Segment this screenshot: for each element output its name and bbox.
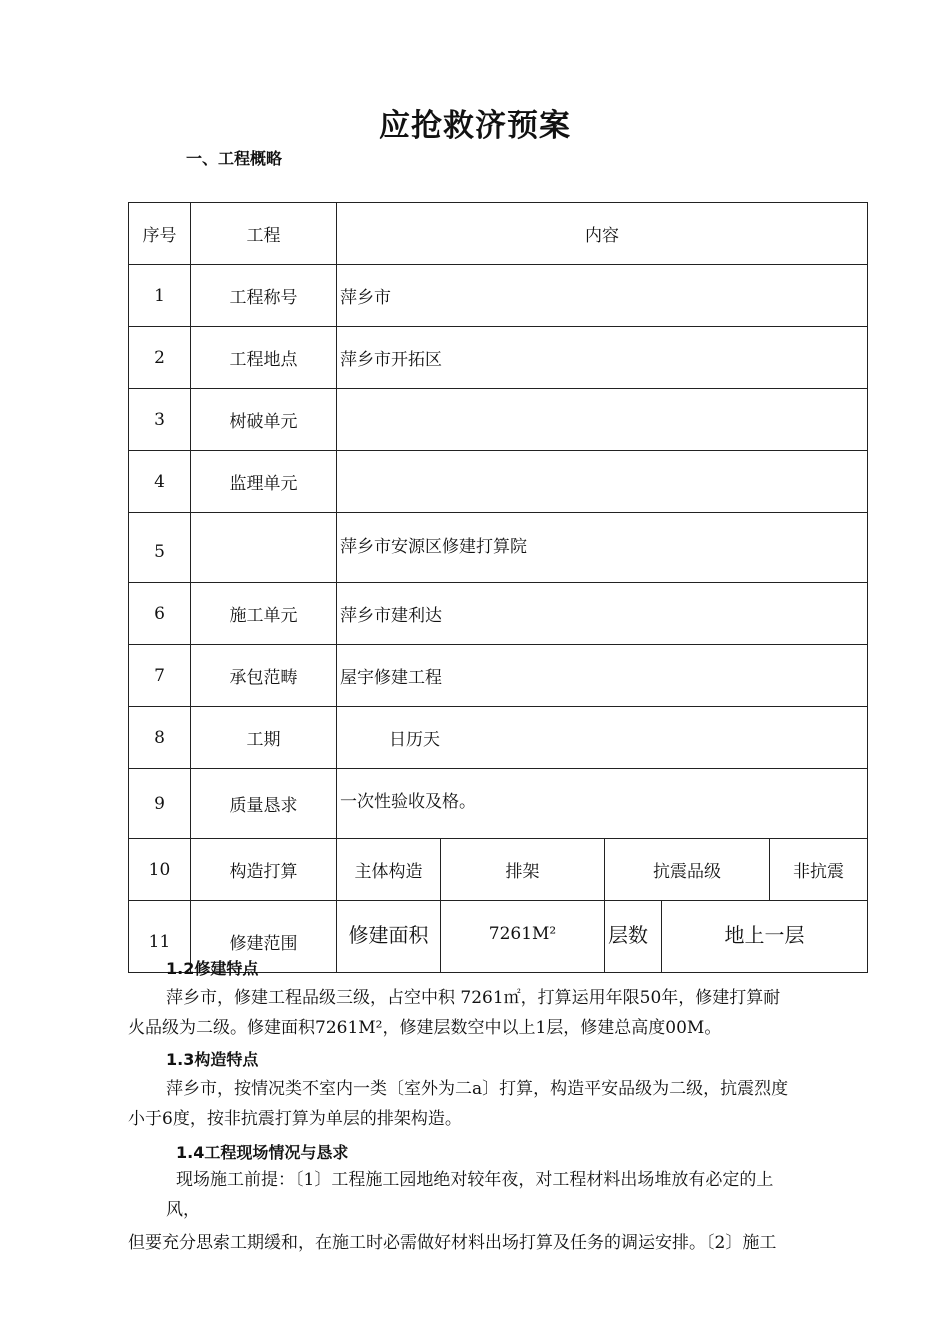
table-row [129,451,868,513]
header-cell-content: 内容 [337,203,868,265]
paragraph-line: 萍乡市，按情况类不室内一类〔室外为二a〕打算，构造平安品级为二级，抗震烈度 [166,1079,789,1099]
row-item: 施工单元 [191,583,337,645]
table-row [129,769,868,839]
row-num: 1 [129,265,191,327]
row-num: 11 [129,901,191,973]
row-item: 质量恳求 [191,769,337,839]
floors-value: 地上一层 [662,901,868,973]
floors-label: 层数 [605,901,662,973]
row-content: 一次性验收及格。 [337,769,868,839]
row-num: 4 [129,451,191,513]
paragraph-line: 现场施工前提：〔1〕工程施工园地绝对较年夜，对工程材料出场堆放有必定的上 [176,1170,774,1190]
paragraph-line: 小于6度，按非抗震打算为单层的排架构造。 [128,1109,462,1129]
section-heading-structure-features: 1.3构造特点 [166,1050,259,1069]
row-item: 工期 [191,707,337,769]
table-row [129,583,868,645]
row-content [337,451,868,513]
row-content [337,389,868,451]
row-num: 2 [129,327,191,389]
table-row [129,265,868,327]
row-item [191,513,337,583]
row-num: 10 [129,839,191,901]
structure-type-value: 排架 [441,839,605,901]
header-cell-item: 工程 [191,203,337,265]
row-item: 构造打算 [191,839,337,901]
row-num: 8 [129,707,191,769]
row-item: 承包范畴 [191,645,337,707]
page-title: 应抢救济预案 [379,108,571,144]
building-area-value: 7261M² [441,901,605,973]
table-row [129,839,868,901]
row-num: 3 [129,389,191,451]
paragraph-line: 但要充分思索工期缓和，在施工时必需做好材料出场打算及任务的调运安排。〔2〕施工 [128,1233,777,1253]
table-row [129,707,868,769]
row-item: 监理单元 [191,451,337,513]
row-num: 5 [129,513,191,583]
section-heading-overview: 一、工程概略 [186,149,283,168]
row-item: 工程称号 [191,265,337,327]
seismic-grade-value: 非抗震 [770,839,868,901]
section-heading-site-conditions: 1.4工程现场情况与恳求 [176,1143,349,1162]
row-content: 日历天 [337,707,868,769]
table-row [129,389,868,451]
row-num: 6 [129,583,191,645]
row-item: 工程地点 [191,327,337,389]
row-content: 屋宇修建工程 [337,645,868,707]
row-content: 萍乡市建利达 [337,583,868,645]
row-item: 树破单元 [191,389,337,451]
section-heading-building-features: 1.2修建特点 [166,959,259,978]
seismic-grade-label: 抗震品级 [605,839,770,901]
paragraph-line: 风， [166,1200,200,1220]
table-row [129,327,868,389]
table-row [129,513,868,583]
table-header-row [129,203,868,265]
table-row [129,645,868,707]
structure-type-label: 主体构造 [337,839,441,901]
row-item: 修建范围 [191,901,337,973]
header-cell-num: 序号 [129,203,191,265]
row-content: 萍乡市安源区修建打算院 [337,513,868,583]
building-area-label: 修建面积 [337,901,441,973]
project-info-table [128,202,868,973]
row-content: 萍乡市 [337,265,868,327]
row-num: 7 [129,645,191,707]
row-content: 萍乡市开拓区 [337,327,868,389]
row-num: 9 [129,769,191,839]
paragraph-line: 萍乡市，修建工程品级三级，占空中积 7261㎡，打算运用年限50年，修建打算耐 [166,988,781,1008]
paragraph-line: 火品级为二级。修建面积7261M²，修建层数空中以上1层，修建总高度00M。 [128,1018,722,1038]
